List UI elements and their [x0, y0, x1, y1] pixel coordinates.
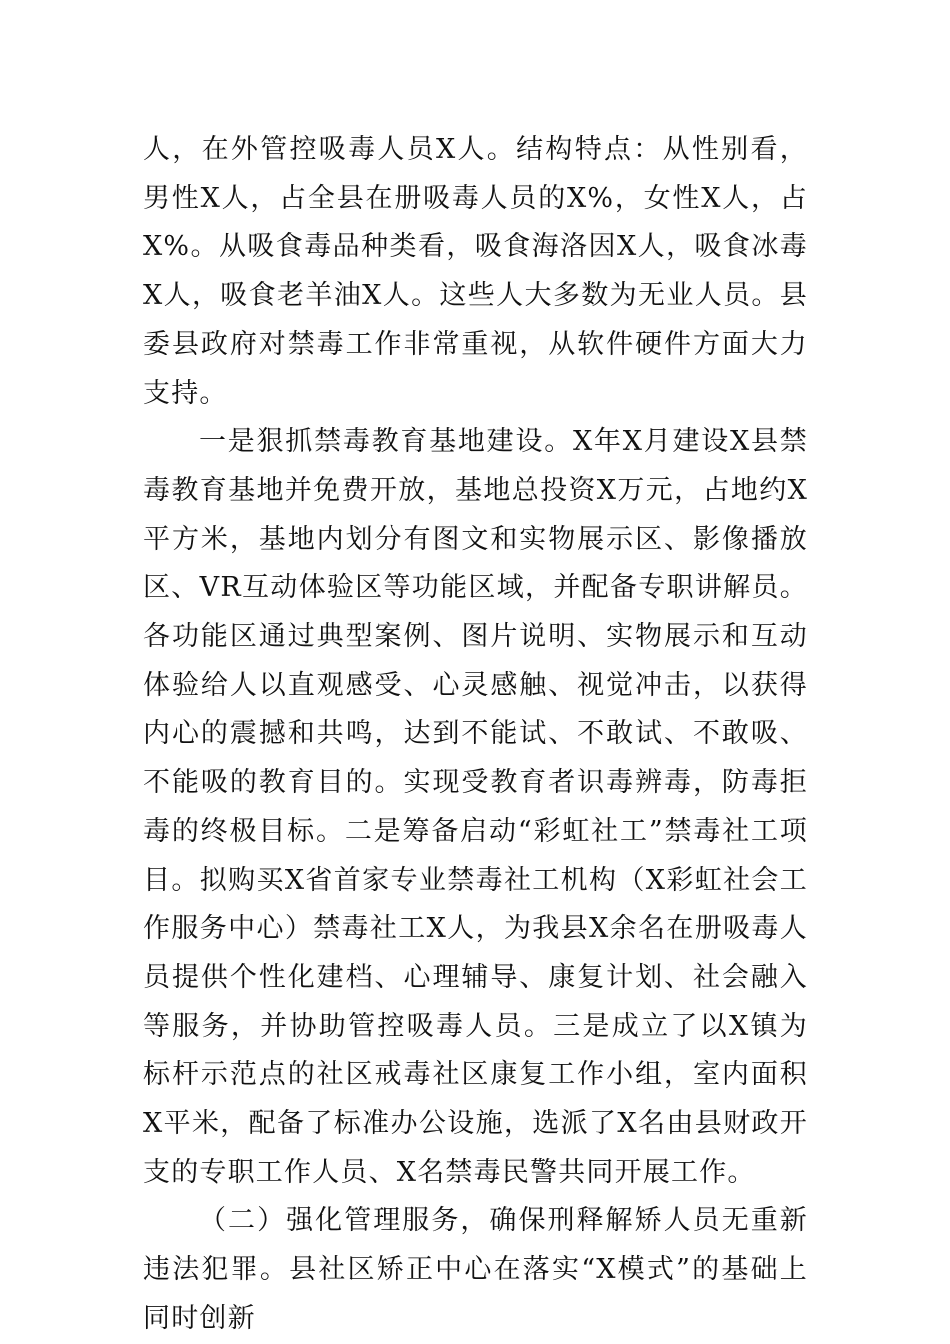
- paragraph-continuation: 人，在外管控吸毒人员X人。结构特点：从性别看，男性X人，占全县在册吸毒人员的X%，女性X人，占X%。从吸食毒品种类看，吸食海洛因X人，吸食冰毒X人，吸食老羊油X人。这些人大多数为无业人员。县委县政府对禁毒工作非常重视，从软件硬件方面大力支持。: [143, 134, 808, 409]
- paragraph-drug-control-measures: 一是狠抓禁毒教育基地建设。X年X月建设X县禁毒教育基地并免费开放，基地总投资X万元，占地约X平方米，基地内划分有图文和实物展示区、影像播放区、VR互动体验区等功能区域，并配备专职讲解员。各功能区通过典型案例、图片说明、实物展示和互动体验给人以直观感受、心灵感触、视觉冲击，以获得内心的震撼和共鸣，达到不能试、不敢试、不敢吸、不能吸的教育目的。实现受教育者识毒辨毒，防毒拒毒的终极目标。二是筹备启动“彩虹社工”禁毒社工项目。拟购买X省首家专业禁毒社工机构（X彩虹社会工作服务中心）禁毒社工X人，为我县X余名在册吸毒人员提供个性化建档、心理辅导、康复计划、社会融入等服务，并协助管控吸毒人员。三是成立了以X镇为标杆示范点的社区戒毒社区康复工作小组，室内面积X平米，配备了标准办公设施，选派了X名由县财政开支的专职工作人员、X名禁毒民警共同开展工作。: [143, 426, 808, 1188]
- document-body: [143, 126, 808, 1344]
- paragraph-section-heading-two: （二）强化管理服务，确保刑释解矫人员无重新违法犯罪。县社区矫正中心在落实“X模式”的基础上同时创新: [143, 1205, 808, 1334]
